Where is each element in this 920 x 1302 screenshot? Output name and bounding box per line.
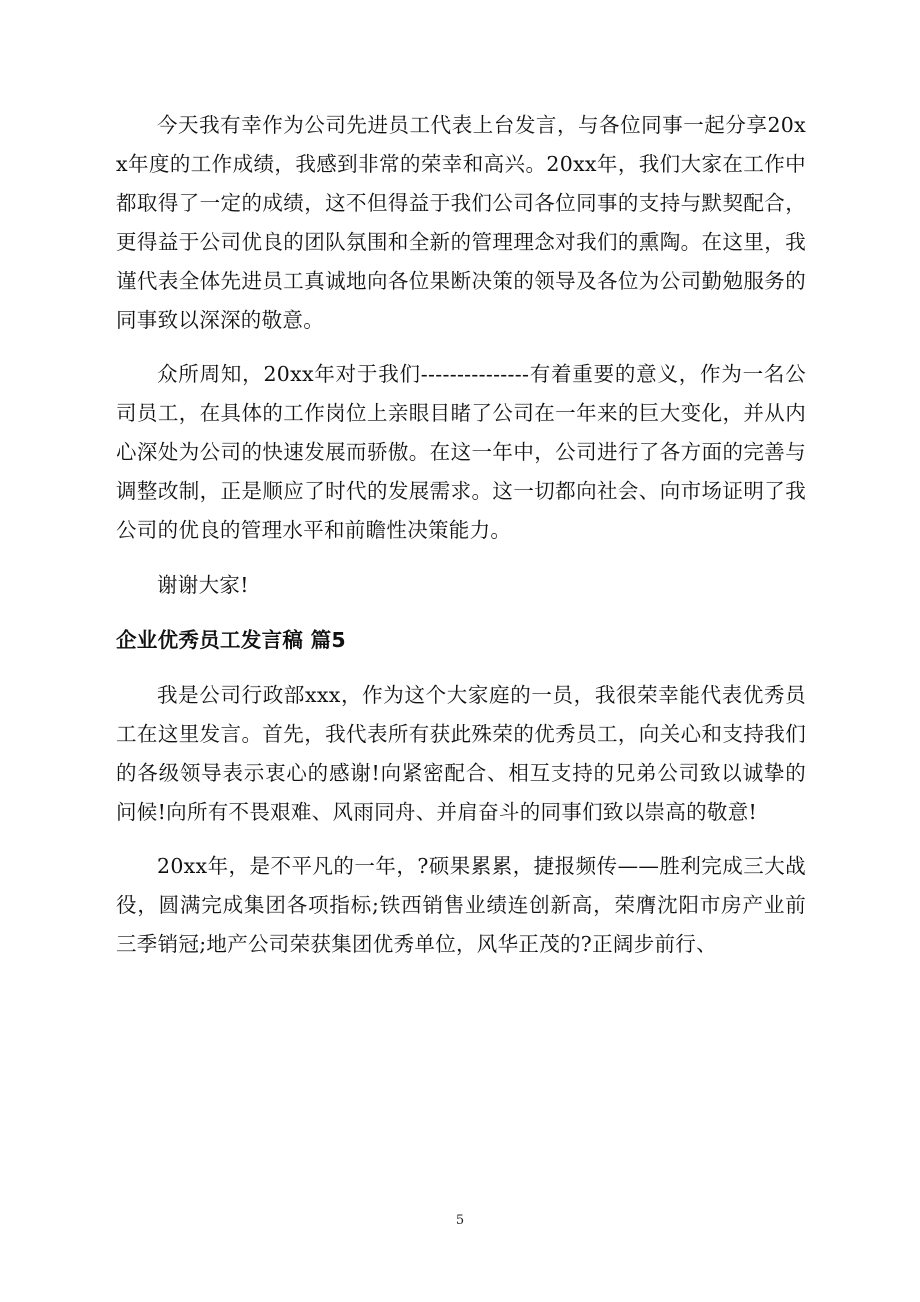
- page-number: 5: [455, 1213, 465, 1228]
- section-heading: 企业优秀员工发言稿 篇5: [116, 627, 347, 652]
- paragraph-year-review: 20xx年，是不平凡的一年，?硕果累累，捷报频传——胜利完成三大战役，圆满完成集团各项指标;铁西销售业绩连创新高，荣膺沈阳市房产业前三季销冠;地产公司荣获集团优秀单位，风华正茂的?正阔步前行、: [116, 854, 806, 957]
- paragraph-company-change: 众所周知，20xx年对于我们---------------有着重要的意义，作为一名公司员工，在具体的工作岗位上亲眼目睹了公司在一年来的巨大变化，并从内心深处为公司的快速发展而骄傲。在这一年中，公司进行了各方面的完善与调整改制，正是顺应了时代的发展需求。这一切都向社会、向市场证明了我公司的优良的管理水平和前瞻性决策能力。: [116, 362, 806, 543]
- paragraph-self-intro: 我是公司行政部xxx，作为这个大家庭的一员，我很荣幸能代表优秀员工在这里发言。首先，我代表所有获此殊荣的优秀员工，向关心和支持我们的各级领导表示衷心的感谢!向紧密配合、相互支持的兄弟公司致以诚挚的问候!向所有不畏艰难、风雨同舟、并肩奋斗的同事们致以崇高的敬意!: [116, 682, 806, 824]
- paragraph-speech-intro: 今天我有幸作为公司先进员工代表上台发言，与各位同事一起分享20xx年度的工作成绩，我感到非常的荣幸和高兴。20xx年，我们大家在工作中都取得了一定的成绩，这不但得益于我们公司各位同事的支持与默契配合，更得益于公司优良的团队氛围和全新的管理理念对我们的熏陶。在这里，我谨代表全体先进员工真诚地向各位果断决策的领导及各位为公司勤勉服务的同事致以深深的敬意。: [116, 113, 806, 332]
- paragraph-thanks: 谢谢大家!: [157, 572, 249, 597]
- document-page: [116, 106, 806, 980]
